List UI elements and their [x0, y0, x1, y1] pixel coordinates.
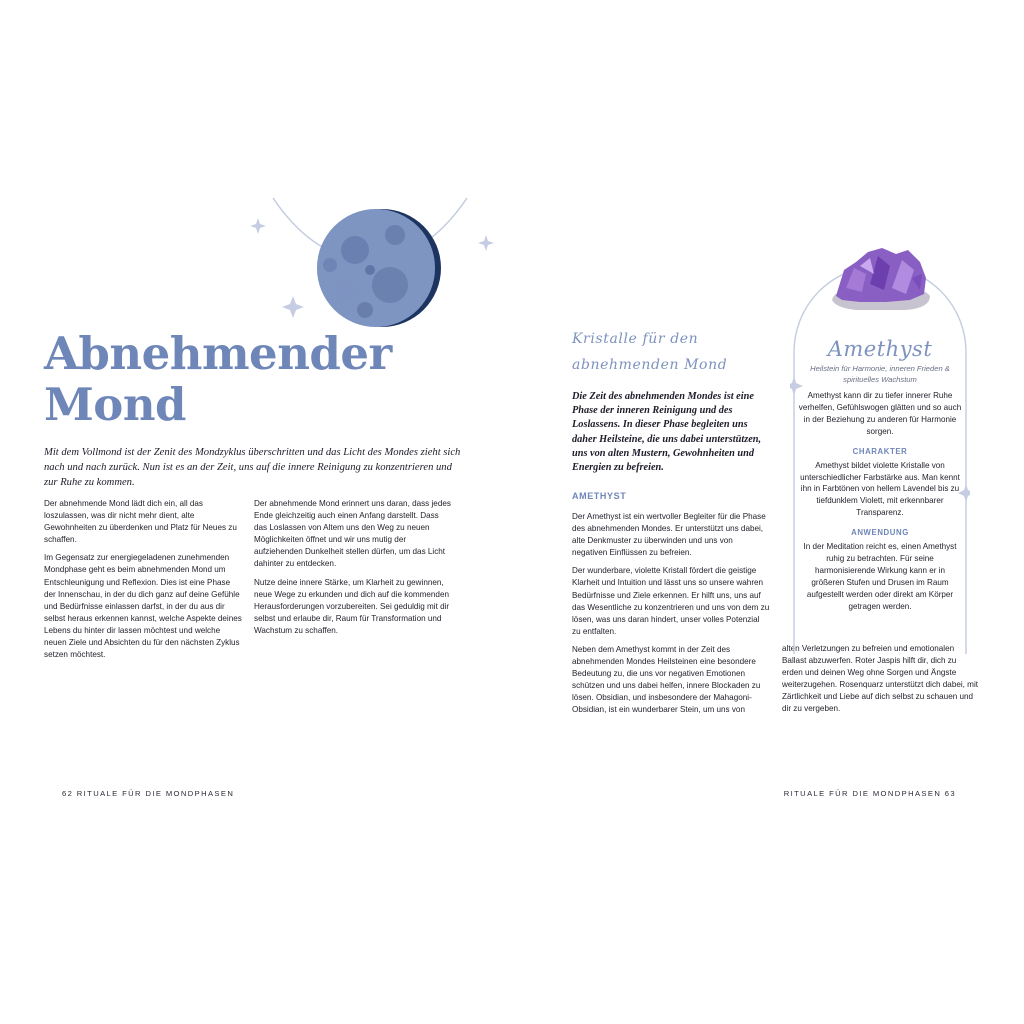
card-text: In der Meditation reicht es, einen Amethyst ruhig zu betrachten. Für seine harmonisierende Wirkung kann er in größeren Stufen und Drusen im Raum aufgestellt werden oder direkt am Körper getragen werden. — [803, 542, 957, 611]
body-column-3 — [572, 511, 770, 723]
sparkle-icon — [478, 235, 494, 251]
crystals-section-title — [572, 326, 762, 378]
footer-left-page-number: 62 RITUALE FÜR DIE MONDPHASEN — [62, 789, 235, 798]
amethyst-subheading: AMETHYST — [572, 491, 627, 501]
page-title: Abnehmender Mond — [44, 327, 392, 431]
card-heading-anwendung: ANWENDUNG — [851, 528, 909, 538]
waning-moon-illustration — [245, 190, 495, 330]
paragraph: Der abnehmende Mond erinnert uns daran, dass jedes Ende gleichzeitig auch einen Anfang darstellt. Dass das Loslassen von Altem uns den Weg zu neuen Möglichkeiten öffnet und wir uns mutig der aufziehenden Dunkelheit stellen dürfen, um das Licht dahinter zu entdecken. — [254, 499, 451, 569]
card-text: Amethyst bildet violette Kristalle von unterschiedlicher Farbstärke aus. Man kennt ihn in Farbtönen von hellem Lavendel bis zu tiefdunklem Violett, mit erkennbarer Transparenz. — [800, 460, 960, 518]
sparkle-icon — [250, 218, 266, 234]
sparkle-icon — [282, 296, 304, 318]
card-heading-charakter: CHARAKTER — [852, 446, 908, 456]
body-column-2 — [254, 498, 454, 643]
paragraph: Im Gegensatz zur energiegeladenen zunehmenden Mondphase geht es beim abnehmenden Mond um Entschleunigung und Reflexion. Dies ist eine Phase der Innenschau, in der du dich ganz auf deine Gefühle und Bedürfnisse einlassen darfst, in der du aus dir selbst heraus erkennen kannst, welche Aspekte deines Lebens du hinter dir lassen möchtest und welche neuen Ziele und Absichten du für den nächsten Zyklus setzen möchtest. — [44, 553, 242, 660]
paragraph: Der abnehmende Mond lädt dich ein, all das loszulassen, was dir nicht mehr dient, alte Gewohnheiten zu überdenken und Platz für Neues zu schaffen. — [44, 499, 237, 545]
intro-text: Mit dem Vollmond ist der Zenit des Mondzyklus überschritten und das Licht des Mondes zieht sich nach und nach zurück. Nun ist es an der Zeit, uns auf die innere Reinigung zu konzentrieren und zur Ruhe zu kommen. — [44, 447, 461, 488]
body-column-1 — [44, 498, 244, 667]
paragraph: Nutze deine innere Stärke, um Klarheit zu gewinnen, neue Wege zu erkunden und dich auf die kommenden Herausforderungen vorzubereiten. Sei geduldig mit dir selbst und erlaube dir, Raum für Transformation und Wachstum zu schaffen. — [254, 577, 450, 635]
crystals-title-line: Kristalle für den — [572, 331, 699, 347]
footer-right-page-number: RITUALE FÜR DIE MONDPHASEN 63 — [783, 789, 956, 798]
card-subtitle: Heilstein für Harmonie, inneren Frieden & spirituelles Wachstum — [810, 364, 950, 384]
crystals-lead-text: Die Zeit des abnehmenden Mondes ist eine Phase der inneren Reinigung und des Loslassens. In dieser Phase begleiten uns daher Heilsteine, die uns dabei unterstützen, uns von alten Mustern, Gewohnheiten und Energien zu befreien. — [572, 391, 762, 474]
amethyst-info-card — [798, 334, 962, 613]
card-text: Amethyst kann dir zu tiefer innerer Ruhe verhelfen, Gefühlswogen glätten und so auch in der Beziehung zu anderen für Harmonie sorgen. — [798, 391, 962, 436]
amethyst-crystal-image — [826, 244, 936, 316]
paragraph: Der wunderbare, violette Kristall fördert die geistige Klarheit und Intuition und lässt uns so unsere wahren Bedürfnisse und Ziele erkennen. Er hilft uns, uns auf das Wesentliche zu konzentrieren und uns von dem zu lösen, was uns daran hindert, unser volles Potenzial zu entfalten. — [572, 566, 770, 636]
crystals-title-line: abnehmenden Mond — [572, 357, 728, 373]
paragraph: alten Verletzungen zu befreien und emotionalen Ballast abzuwerfen. Roter Jaspis hilft dir, dich zu erden und deinen Weg ohne Sorgen und Ängste weiterzugehen. Rosenquarz unterstützt dich dabei, mit Zärtlichkeit und Liebe auf dich selbst zu schauen und dir zu vergeben. — [782, 644, 979, 714]
card-title: Amethyst — [827, 337, 933, 361]
paragraph: Der Amethyst ist ein wertvoller Begleiter für die Phase des abnehmenden Mondes. Er unterstützt uns dabei, alte Denkmuster zu überwinden und uns von negativen Einflüssen zu befreien. — [572, 512, 766, 558]
moon-icon — [317, 209, 441, 327]
paragraph: Neben dem Amethyst kommt in der Zeit des abnehmenden Mondes Heilsteinen eine besondere Bedeutung zu, die uns vor negativen Emotionen schützen und uns dabei helfen, innere Blockaden zu lösen. Obsidian, und insbesondere der Mahagoni-Obsidian, ist ein wunderbarer Stein, um uns von — [572, 644, 761, 715]
